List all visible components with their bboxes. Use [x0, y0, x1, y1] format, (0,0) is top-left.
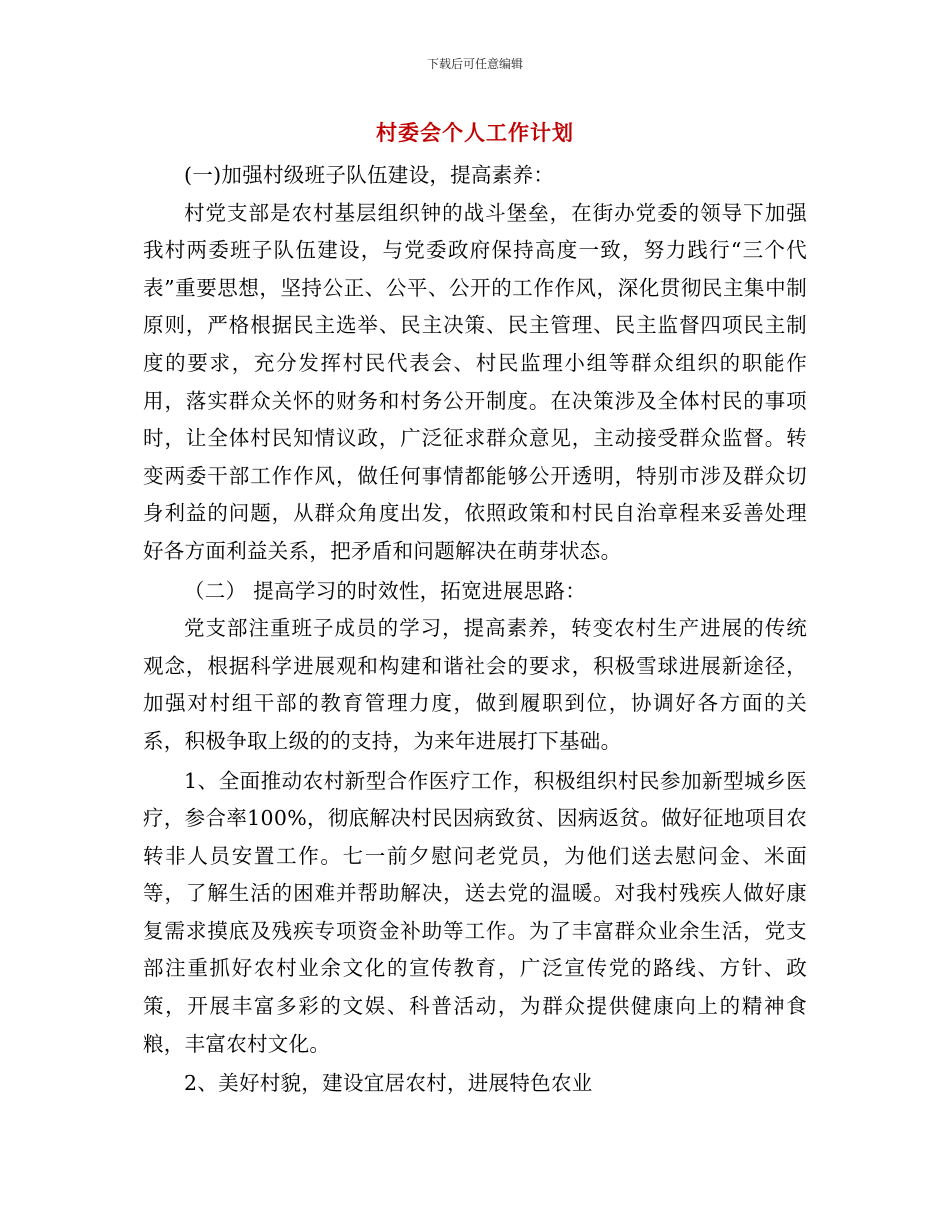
section-heading-2: （二） 提高学习的时效性，拓宽进展思路：: [184, 578, 587, 603]
document-title: 村委会个人工作计划: [376, 120, 574, 145]
header-note: 下载后可任意编辑: [426, 57, 523, 71]
document-body: [143, 157, 807, 1103]
body-paragraph: 村党支部是农村基层组织钟的战斗堡垒，在街办党委的领导下加强我村两委班子队伍建设，与党委政府保持高度一致，努力践行“三个代表”重要思想，坚持公正、公平、公开的工作作风，深化贯彻民主集中制原则，严格根据民主选举、民主决策、民主管理、民主监督四项民主制度的要求，充分发挥村民代表会、村民监理小组等群众组织的职能作用，落实群众关怀的财务和村务公开制度。在决策涉及全体村民的事项时，让全体村民知情议政，广泛征求群众意见，主动接受群众监督。转变两委干部工作作风，做任何事情都能够公开透明，特别市涉及群众切身利益的问题，从群众角度出发，依照政策和村民自治章程来妥善处理好各方面利益关系，把矛盾和问题解决在萌芽状态。: [143, 200, 807, 563]
section-heading-1: (一)加强村级班子队伍建设，提高素养：: [184, 163, 555, 187]
body-paragraph: 党支部注重班子成员的学习，提高素养，转变农村生产进展的传统观念，根据科学进展观和构建和谐社会的要求，积极雪球进展新途径，加强对村组干部的教育管理力度，做到履职到位，协调好各方面的关系，积极争取上级的的支持，为来年进展打下基础。: [143, 616, 807, 753]
body-paragraph: 2、美好村貌，建设宜居农村，进展特色农业: [184, 1071, 593, 1096]
body-paragraph: 1、全面推动农村新型合作医疗工作，积极组织村民参加新型城乡医疗，参合率100%，彻底解决村民因病致贫、因病返贫。做好征地项目农转非人员安置工作。七一前夕慰问老党员，为他们送去慰问金、米面等，了解生活的困难并帮助解决，送去党的温暖。对我村残疾人做好康复需求摸底及残疾专项资金补助等工作。为了丰富群众业余生活，党支部注重抓好农村业余文化的宣传教育，广泛宣传党的路线、方针、政策，开展丰富多彩的文娱、科普活动，为群众提供健康向上的精神食粮，丰富农村文化。: [143, 768, 807, 1056]
